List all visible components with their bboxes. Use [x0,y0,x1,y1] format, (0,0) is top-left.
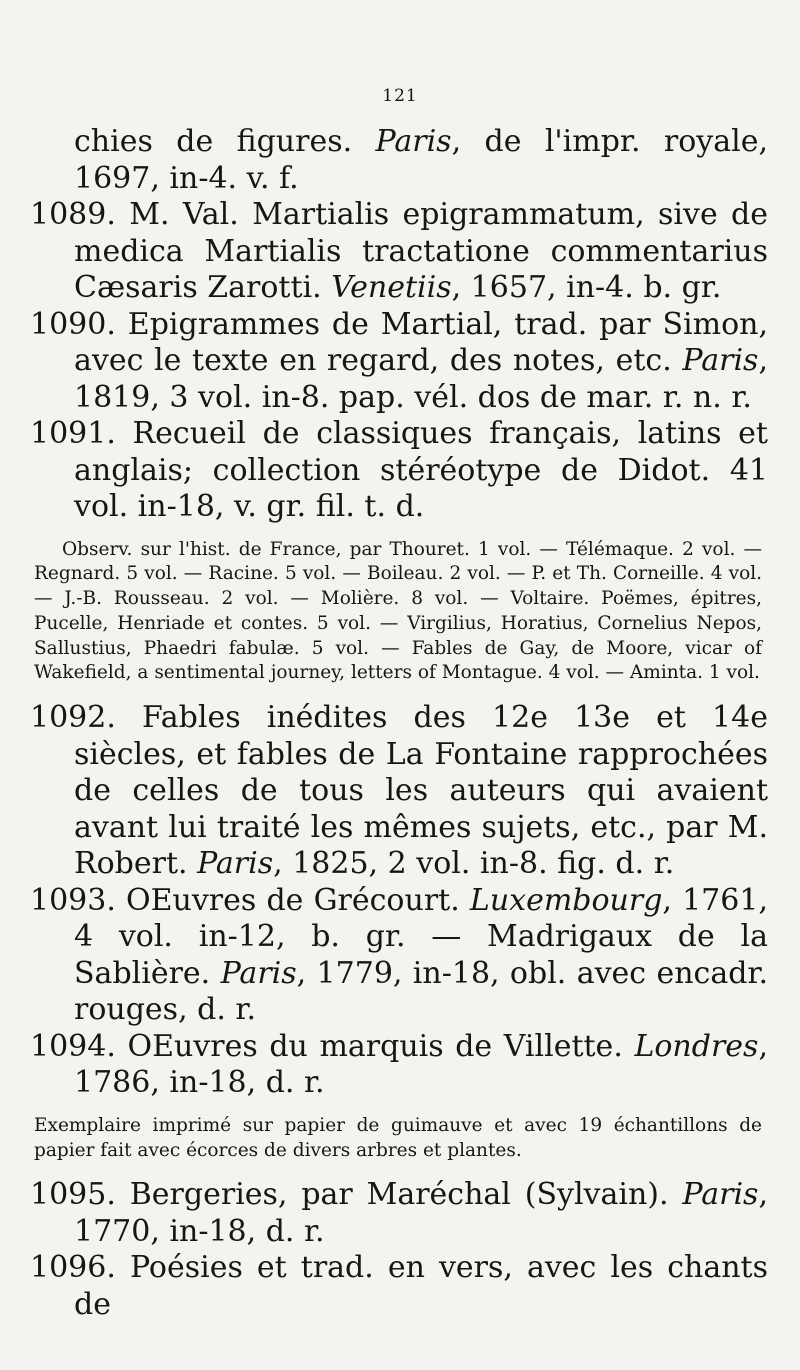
entry-number: 1096. [30,1250,116,1286]
entry-1094 [30,1029,768,1102]
entry-text: Fables inédites des 12e 13e et 14e siècles, et fables de La Fontaine rapprochées de celles de tous les auteurs qui avaient avant lui traité les mêmes sujets, etc., par M. Robert. [74,700,768,882]
entry-place: Paris [682,1177,759,1213]
entry-text: , 1770, in-18, d. r. [74,1177,768,1249]
entry-1096 [30,1250,768,1323]
entry-1089 [30,197,768,307]
entry-text: chies de figures. [74,124,376,159]
entry-place-2: Paris [220,955,297,991]
entry-number: 1095. [30,1177,116,1213]
entry-1092 [30,700,768,883]
entry-number: 1093. [30,882,116,918]
entry-text: , 1819, 3 vol. in-8. pap. vél. dos de mar. r. n. r. [74,343,768,415]
entry-place: Venetiis [331,270,452,305]
entry-text: Epigrammes de Martial, trad. par Simon, avec le texte en regard, des notes, etc. [74,306,768,378]
entry-text: M. Val. Martialis epigrammatum, sive de medica Martialis tractatione commentarius Cæsaris Zarotti. [74,197,769,305]
page-number: 121 [382,86,418,106]
entry-text: Bergeries, par Maréchal (Sylvain). [129,1177,683,1213]
entry-text: , 1657, in-4. b. gr. [451,270,722,305]
entry-text: Recueil de classiques français, latins et anglais; collection stéréotype de Didot. 41 vol. in-18, v. gr. fil. t. d. [74,416,768,524]
entry-1090 [30,307,768,417]
entry-1091 [30,416,768,526]
entry-1091-note [30,538,768,687]
entry-text: , de l'impr. royale, 1697, in-4. v. f. [74,124,768,196]
entry-number: 1092. [30,700,116,736]
entry-text: OEuvres de Grécourt. [126,882,470,918]
entry-text: , 1786, in-18, d. r. [74,1028,768,1101]
entry-text: Poésies et trad. en vers, avec les chants de [74,1250,768,1322]
entry-text: OEuvres du marquis de Villette. [127,1028,635,1064]
entry-text: , 1825, 2 vol. in-8. fig. d. r. [273,846,675,882]
note-text: Observ. sur l'hist. de France, par Thouret. 1 vol. — Télémaque. 2 vol. — Regnard. 5 vol. — Racine. 5 vol. — Boileau. 2 vol. — P. et Th. Corneille. 4 vol. — J.-B. Rousseau. 2 vol. — Molière. 8 vol. — Voltaire. Poëmes, épitres, Pucelle, Henriade et contes. 5 vol. — Virgilius, Horatius, Cornelius Nepos, Sallustius, Phaedri fabulæ. 5 vol. — Fables de Gay, de Moore, vicar of Wakefield, a sentimental journey, letters of Montague. 4 vol. — Aminta. 1 vol. [34,538,762,684]
entry-1093 [30,883,768,1029]
entry-number: 1089. [30,197,116,232]
entry-number: 1091. [30,416,116,451]
entry-place: Londres [634,1028,759,1064]
entry-number: 1090. [30,306,116,342]
entry-text: , 1779, in-18, obl. avec encadr. rouges, d. r. [74,955,768,1028]
entry-place: Paris [197,846,274,882]
entry-place: Paris [682,343,759,378]
entry-1094-note [30,1114,768,1164]
entries-column [30,124,768,1323]
note-text: Exemplaire imprimé sur papier de guimauve et avec 19 échantillons de papier fait avec écorces de divers arbres et plantes. [34,1114,762,1161]
entry-number: 1094. [30,1028,116,1064]
entry-place: Paris [375,124,452,159]
entry-continuation [30,124,768,197]
entry-1095 [30,1177,768,1250]
entry-place: Luxembourg [469,882,663,918]
entry-text: , 1761, 4 vol. in-12, b. gr. — Madrigaux de la Sablière. [74,882,768,991]
